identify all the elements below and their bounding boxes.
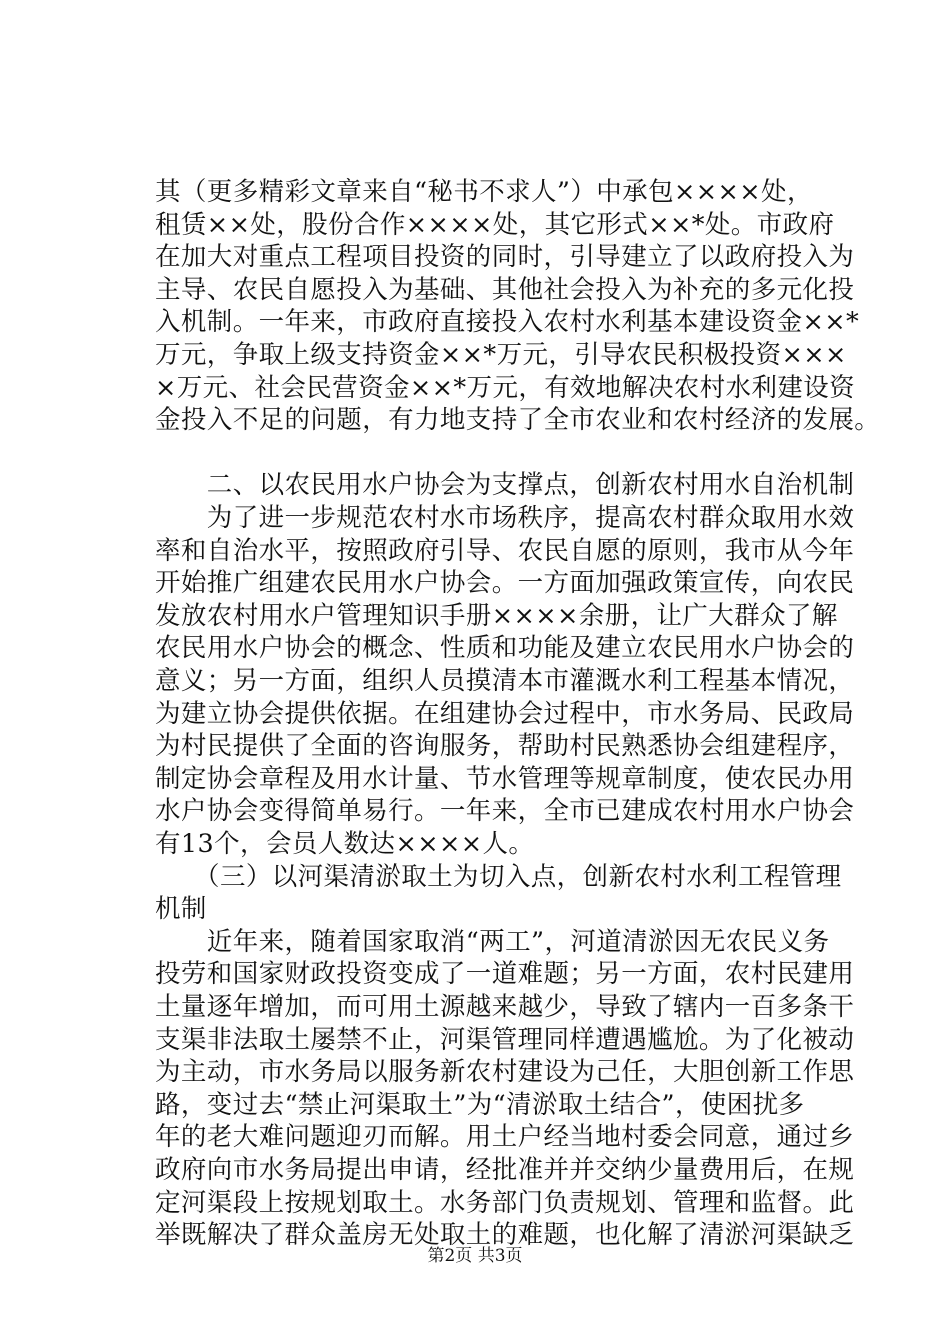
text-line: 金投入不足的问题，有力地支持了全市农业和农村经济的发展。 [155,405,881,436]
text-line: 率和自治水平，按照政府引导、农民自愿的原则，我市从今年 [155,535,855,566]
text-line: 为建立协会提供依据。在组建协会过程中，市水务局、民政局 [155,698,855,729]
text-line: 为了进一步规范农村水市场秩序，提高农村群众取用水效 [155,503,855,533]
text-line: 支渠非法取土屡禁不止，河渠管理同样遭遇尴尬。为了化被动 [155,1024,855,1055]
text-line: 入机制。一年来，市政府直接投入农村水利基本建设资金××* [155,307,860,338]
text-line: 举既解决了群众盖房无处取土的难题，也化解了清淤河渠缺乏 [155,1220,855,1251]
text-line: 土量逐年增加，而可用土源越来越少，导致了辖内一百多条干 [155,992,855,1022]
text-line: 开始推广组建农民用水户协会。一方面加强政策宣传，向农民 [155,568,855,599]
text-line: 意义；另一方面，组织人员摸清本市灌溉水利工程基本情况， [155,666,855,696]
text-line: 万元，争取上级支持资金××*万元，引导农民积极投资××× [155,340,847,370]
text-line: 制定协会章程及用水计量、节水管理等规章制度，使农民办用 [155,763,855,794]
text-line: 机制 [155,894,207,925]
text-line: 年的老大难问题迎刃而解。用土户经当地村委会同意，通过乡 [155,1122,855,1153]
text-line: 定河渠段上按规划取土。水务部门负责规划、管理和监督。此 [155,1187,855,1218]
text-line: 近年来，随着国家取消“两工”，河道清淤因无农民义务 [155,926,830,957]
text-line: 有13个，会员人数达××××人。 [155,829,535,859]
text-line: 租赁××处，股份合作××××处，其它形式××*处。市政府 [155,209,835,240]
text-line: 投劳和国家财政投资变成了一道难题；另一方面，农村民建用 [155,959,855,990]
text-line: 水户协会变得简单易行。一年来，全市已建成农村用水户协会 [155,796,855,827]
text-line: 发放农村用水户管理知识手册××××余册，让广大群众了解 [155,600,838,631]
text-line: 农民用水户协会的概念、性质和功能及建立农民用水户协会的 [155,633,855,664]
text-line: 为主动，市水务局以服务新农村建设为己任，大胆创新工作思 [155,1057,855,1088]
page-footer: 第2页 共3页 [427,1246,523,1266]
text-line: 二、以农民用水户协会为支撑点，创新农村用水自治机制 [155,470,855,501]
text-line: ×万元、社会民营资金××*万元，有效地解决农村水利建设资 [155,372,856,403]
text-line: 政府向市水务局提出申请，经批准并并交纳少量费用后，在规 [155,1155,855,1185]
text-line: 其（更多精彩文章来自“秘书不求人”）中承包××××处， [155,177,813,207]
text-line: 路，变过去“禁止河渠取土”为“清淤取土结合”，使困扰多 [155,1089,805,1120]
text-line: 在加大对重点工程项目投资的同时，引导建立了以政府投入为 [155,242,855,273]
text-line: 主导、农民自愿投入为基础、其他社会投入为补充的多元化投 [155,274,855,305]
text-line: （三）以河渠清淤取土为切入点，创新农村水利工程管理 [155,861,842,892]
text-line: 为村民提供了全面的咨询服务，帮助村民熟悉协会组建程序， [155,731,855,762]
